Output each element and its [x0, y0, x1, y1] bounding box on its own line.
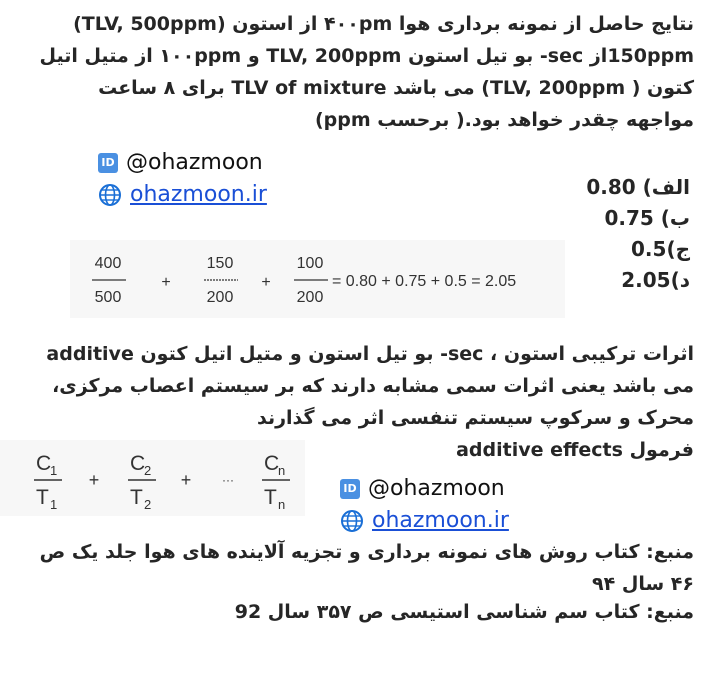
- explanation-text: اثرات ترکیبی استون ، sec- بو تیل استون و متیل اتیل کتون additive می باشد یعنی اثرات سمی مشابه دارند که بر سیستم اعصاب مرکزی، محرک و سرکوپ سیستم تنفسی اثر می گذارند: [46, 343, 694, 429]
- question-text: نتایج حاصل از نمونه برداری هوا ۴۰۰pm از استون (TLV, 500ppm) 150ppmاز sec- بو تیل استون TLV, 200ppm و ۱۰۰ppm از متیل اتیل کتون ( TLV, 200ppm) می باشد TLV of mixture برای ۸ ساعت مواجهه چقدر خواهد بود.( برحسب ppm): [39, 13, 694, 131]
- plus-sign: +: [161, 274, 171, 291]
- additive-formula: [0, 440, 305, 516]
- plus-sign: +: [261, 274, 271, 291]
- equation-result: = 0.80 + 0.75 + 0.5 = 2.05: [332, 273, 517, 290]
- watermark-handle: ID @ohazmoon: [98, 150, 263, 175]
- fraction-1-numerator: 400: [94, 255, 122, 272]
- term-2-numerator: C: [130, 452, 146, 475]
- formula-label: فرمول additive effects: [456, 439, 694, 461]
- term-2-denominator: T: [130, 486, 143, 509]
- term-1-denominator: T: [36, 486, 49, 509]
- option-b[interactable]: ب) 0.75: [604, 206, 690, 230]
- calculation-equation: [70, 240, 565, 318]
- option-a[interactable]: الف) 0.80: [586, 175, 690, 199]
- id-badge-icon: ID: [340, 479, 360, 499]
- term-n-denominator: T: [264, 486, 277, 509]
- term-2-numerator-sub: 2: [144, 463, 152, 478]
- term-1-denominator-sub: 1: [50, 497, 58, 512]
- watermark-handle-2: ID @ohazmoon: [340, 476, 505, 501]
- term-1-numerator: C: [36, 452, 52, 475]
- fraction-1-denominator: 500: [94, 289, 122, 306]
- source-1: منبع: کتاب روش های نمونه برداری و تجزیه آلاینده های هوا جلد یک ص ۴۶ سال ۹۴: [39, 541, 694, 595]
- fraction-3-numerator: 100: [296, 255, 324, 272]
- term-n-numerator-sub: n: [278, 463, 286, 478]
- id-badge-icon: ID: [98, 153, 118, 173]
- term-2-denominator-sub: 2: [144, 497, 152, 512]
- option-d[interactable]: د)2.05: [621, 268, 690, 292]
- option-c[interactable]: ج)0.5: [631, 237, 690, 261]
- watermark-site-2[interactable]: ohazmoon.ir: [340, 508, 509, 533]
- term-1-numerator-sub: 1: [50, 463, 58, 478]
- source-2: منبع: کتاب سم شناسی استیسی ص ۳۵۷ سال 92: [234, 601, 694, 623]
- plus-sign: +: [180, 470, 192, 490]
- plus-sign: +: [88, 470, 100, 490]
- term-n-denominator-sub: n: [278, 497, 286, 512]
- globe-icon: [98, 183, 122, 207]
- answer-options: [550, 172, 690, 296]
- ellipsis: ···: [222, 473, 234, 487]
- term-n-numerator: C: [264, 452, 280, 475]
- fraction-3-denominator: 200: [296, 289, 324, 306]
- fraction-2-denominator: 200: [206, 289, 234, 306]
- fraction-2-numerator: 150: [206, 255, 234, 272]
- globe-icon: [340, 509, 364, 533]
- watermark-site[interactable]: ohazmoon.ir: [98, 182, 267, 207]
